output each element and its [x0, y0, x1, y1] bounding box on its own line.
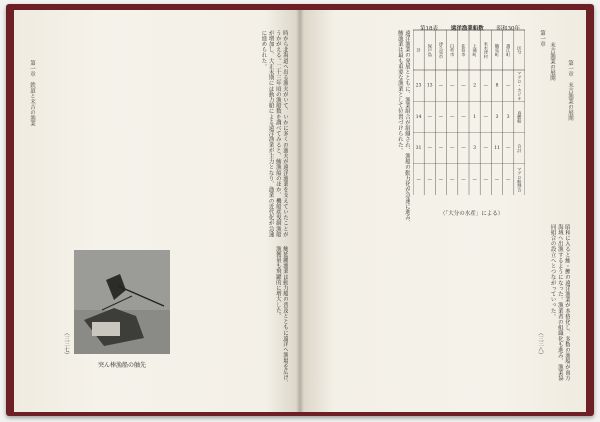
table-cell: —	[450, 146, 455, 152]
table-cell: —	[461, 146, 466, 152]
table-cell: 8	[495, 83, 499, 89]
table-cell: —	[438, 177, 444, 183]
table-cell: —	[506, 83, 511, 89]
table-cell: —	[483, 177, 488, 183]
table-cell: 3	[506, 114, 510, 120]
left-body-text-lower: 鮪延縄漁業は動力船の普及とともに遠洋へ漁場を広げ、漁獲量も飛躍的に増大した。	[274, 246, 288, 386]
table-row-label: 計	[416, 47, 422, 53]
left-running-head: 第一章 鉄道と末吉の漁業	[29, 60, 35, 126]
table-cell: —	[450, 83, 455, 89]
table-cell: 3	[495, 114, 499, 120]
table-cell: —	[506, 177, 511, 183]
table-row-label: 保戸島	[427, 43, 433, 57]
table-cell: —	[438, 83, 444, 89]
chapter-subtitle: 末吉漁業の展開	[549, 42, 555, 81]
table-cell: —	[461, 177, 466, 183]
fishing-boat-table	[413, 22, 525, 195]
table-source: （「大分の水産」による）	[440, 211, 504, 217]
right-folio: （三三八）	[537, 330, 543, 358]
table-header-cell: マグロ・カジキ	[517, 70, 523, 101]
table-header-cell: 区分	[517, 45, 523, 55]
table-cell: —	[416, 177, 421, 183]
table-cell: —	[506, 146, 511, 152]
table-row-label: 佐伯市	[461, 43, 467, 57]
table-header-cell: 合計	[517, 143, 523, 153]
table-cell: 2	[473, 83, 476, 89]
right-body-text: 遠洋漁業の発展とともに、漁業組合が組織され、漁船の動力化が急速に進み、鮪漁業は最も重要な漁業として位置づけられた。	[396, 30, 410, 226]
table-row-label: 臼杵市	[450, 43, 456, 57]
table-header-cell: 真鰹船	[517, 110, 523, 124]
table-cell: 3	[473, 146, 476, 152]
table-cell: 1	[473, 114, 476, 120]
table-row-label: 鶴見町	[495, 43, 500, 57]
table-cell: —	[483, 146, 488, 152]
table-cell: 13	[427, 83, 433, 89]
table-cell: 11	[494, 146, 500, 152]
table-cell: —	[461, 114, 466, 120]
chapter-label: 第一章	[539, 30, 545, 47]
table-cell: —	[427, 177, 432, 183]
table-heading: 遠洋漁業船数	[450, 26, 484, 32]
table-cell: —	[483, 114, 488, 120]
table-cell: —	[461, 83, 466, 89]
right-running-head: 第一章 末吉漁業の展開	[567, 60, 573, 121]
table-cell: 14	[415, 114, 422, 120]
table-row-label: 上浦町	[472, 43, 478, 57]
table-cell: —	[438, 146, 444, 152]
table-row-label: 蒲江町	[506, 43, 512, 57]
table-cell: —	[494, 177, 500, 183]
table-cell: —	[472, 177, 477, 183]
harpoon-boat-photo	[74, 250, 170, 354]
table-number: 第18表	[420, 26, 438, 32]
table-year: 昭和30年	[496, 26, 520, 32]
table-cell: —	[450, 177, 455, 183]
table-cell: —	[438, 114, 444, 120]
table-cell: —	[427, 146, 432, 152]
table-header-cell: マグロ船割合	[517, 166, 523, 192]
table-cell: 23	[415, 83, 422, 89]
table-cell: —	[427, 114, 432, 120]
table-cell: —	[483, 83, 488, 89]
right-body-text-lower: 昭和に入ると鮪・鰹の遠洋漁業が本格化し、多数の漁船が南方海域へ出漁するようになった。漁業者の組織化も進み、漁業協同組合の設立へとつながっていった。	[549, 224, 570, 381]
left-folio: （三三七）	[63, 330, 69, 358]
table-row-label: 米水津村	[483, 41, 489, 59]
photo-caption: 突ん棒漁船の舳先	[97, 362, 146, 369]
table-row-label: 津久見市	[439, 41, 444, 59]
left-body-text: 時から北海道へ出る漁夫がいて、いかに多くの漁夫が遠洋漁業を支えていたことがうかがえる。二十三年頃の漁船数を調べてみると、鮪漁船のほか、機船底曳網漁船が増加し、大正末期には動力船による遠洋漁業が主力となり、漁業の近代化が急速に進められた。	[260, 30, 288, 238]
table-cell: 31	[415, 146, 422, 152]
table-cell: —	[450, 114, 455, 120]
